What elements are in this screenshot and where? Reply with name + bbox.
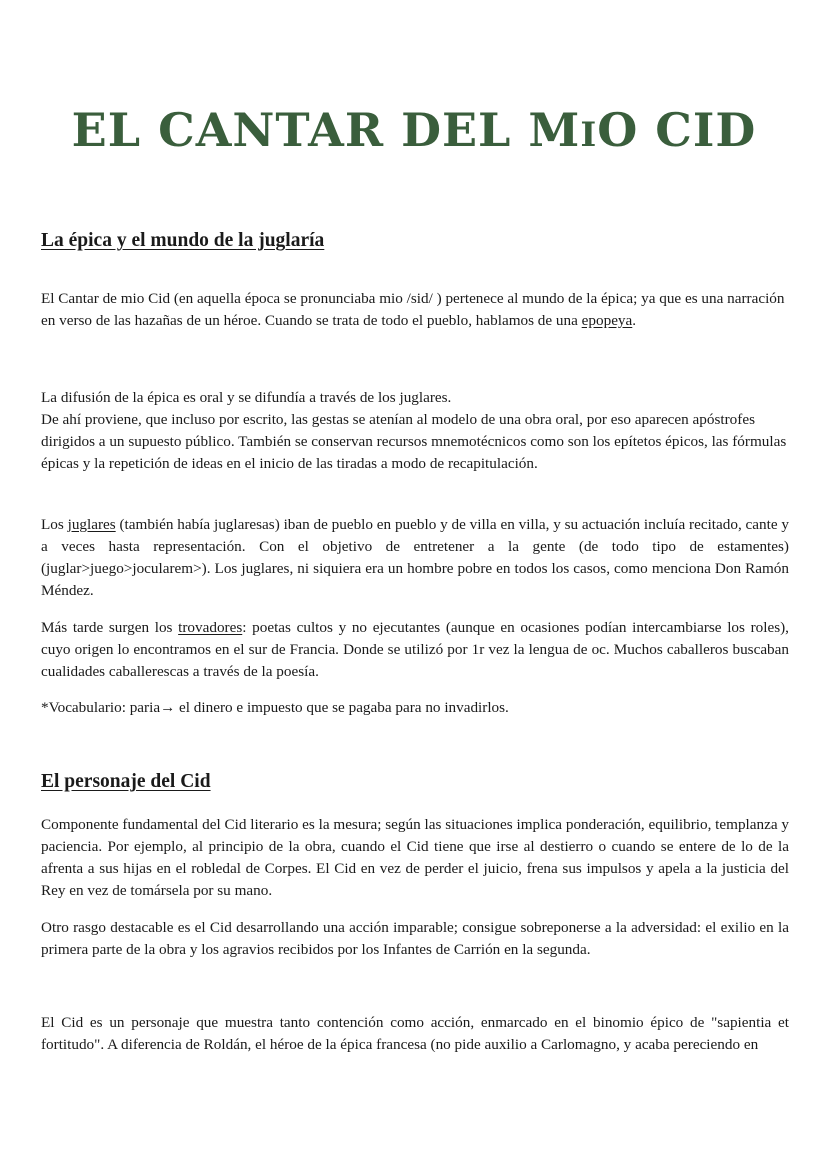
trovadores-link[interactable]: trovadores <box>178 619 243 636</box>
paragraph-text-start: Los <box>41 516 68 533</box>
page-title <box>0 100 828 165</box>
paragraph-text: : poetas cultos y no ejecutantes (aunque en ocasiones podían intercambiarse los roles), cuyo origen lo encontramos en el sur de Francia. Donde se utilizó por 1r vez la lengua de oc. Muchos caballeros buscaban cualidades caballerescas a través de la poesía. <box>41 619 789 680</box>
paragraph-text: (también había juglaresas) iban de pueblo en pueblo y de villa en villa, y su actuación incluía recitado, cante y a veces hasta representación. Con el objetivo de entretener a la gente (de todo tipo de estamentes) (juglar>juego>jocularem>). Los juglares, ni siquiera era un hombre pobre en todos los casos, como menciona Don Ramón Méndez. <box>41 516 789 599</box>
section-heading-personaje: El personaje del Cid <box>41 771 211 792</box>
paragraph-trovadores <box>41 617 789 683</box>
juglares-link[interactable]: juglares <box>67 516 116 533</box>
paragraph-sapientia: El Cid es un personaje que muestra tanto contención como acción, enmarcado en el binomio épico de "sapientia et fortitudo". A diferencia de Roldán, el héroe de la épica francesa (no pide auxilio a Carlomagno, y acaba pereciendo en <box>41 1014 789 1053</box>
paragraph-accion: Otro rasgo destacable es el Cid desarrollando una acción imparable; consigue sobreponerse a la adversidad: el exilio en la primera parte de la obra y los agravios recibidos por los Infantes de Carrión en la segunda. <box>41 919 789 958</box>
title-part-1: EL CANTAR DEL M <box>71 103 581 157</box>
title-part-3: O CID <box>597 103 757 157</box>
paragraph-text-end: . <box>632 312 637 329</box>
epopeya-link[interactable]: epopeya <box>581 312 633 329</box>
section-heading-epica: La épica y el mundo de la juglaría <box>41 230 325 251</box>
title-part-2: I <box>580 115 598 155</box>
vocabulary-note: *Vocabulario: paria→ el dinero e impuesto que se pagaba para no invadirlos. <box>41 699 509 716</box>
paragraph-line-1: La difusión de la épica es oral y se difundía a través de los juglares. <box>41 389 452 406</box>
paragraph-line-2: De ahí proviene, que incluso por escrito, las gestas se atenían al modelo de una obra oral, por eso aparecen apóstrofes dirigidos a un supuesto público. También se conservan recursos mnemotécnicos como son los epítetos épicos, las fórmulas épicas y la repetición de ideas en el inicio de las tiradas a modo de recapitulación. <box>41 411 787 472</box>
paragraph-epica-intro <box>41 288 789 332</box>
paragraph-difusion <box>41 387 789 475</box>
paragraph-text: El Cantar de mio Cid (en aquella época se pronunciaba mio /sid/ ) pertenece al mundo de la épica; ya que es una narración en verso de las hazañas de un héroe. Cuando se trata de todo el pueblo, hablamos de una <box>41 290 785 329</box>
paragraph-mesura: Componente fundamental del Cid literario es la mesura; según las situaciones implica ponderación, equilibrio, templanza y paciencia. Por ejemplo, al principio de la obra, cuando el Cid tiene que irse al destierro o cuando se entere de lo de la afrenta a sus hijas en el robledal de Corpes. El Cid en vez de perder el juicio, frena sus impulsos y apela a la justicia del Rey en vez de tomársela por su mano. <box>41 816 789 899</box>
paragraph-text-start: Más tarde surgen los <box>41 619 179 636</box>
paragraph-juglares <box>41 514 789 602</box>
